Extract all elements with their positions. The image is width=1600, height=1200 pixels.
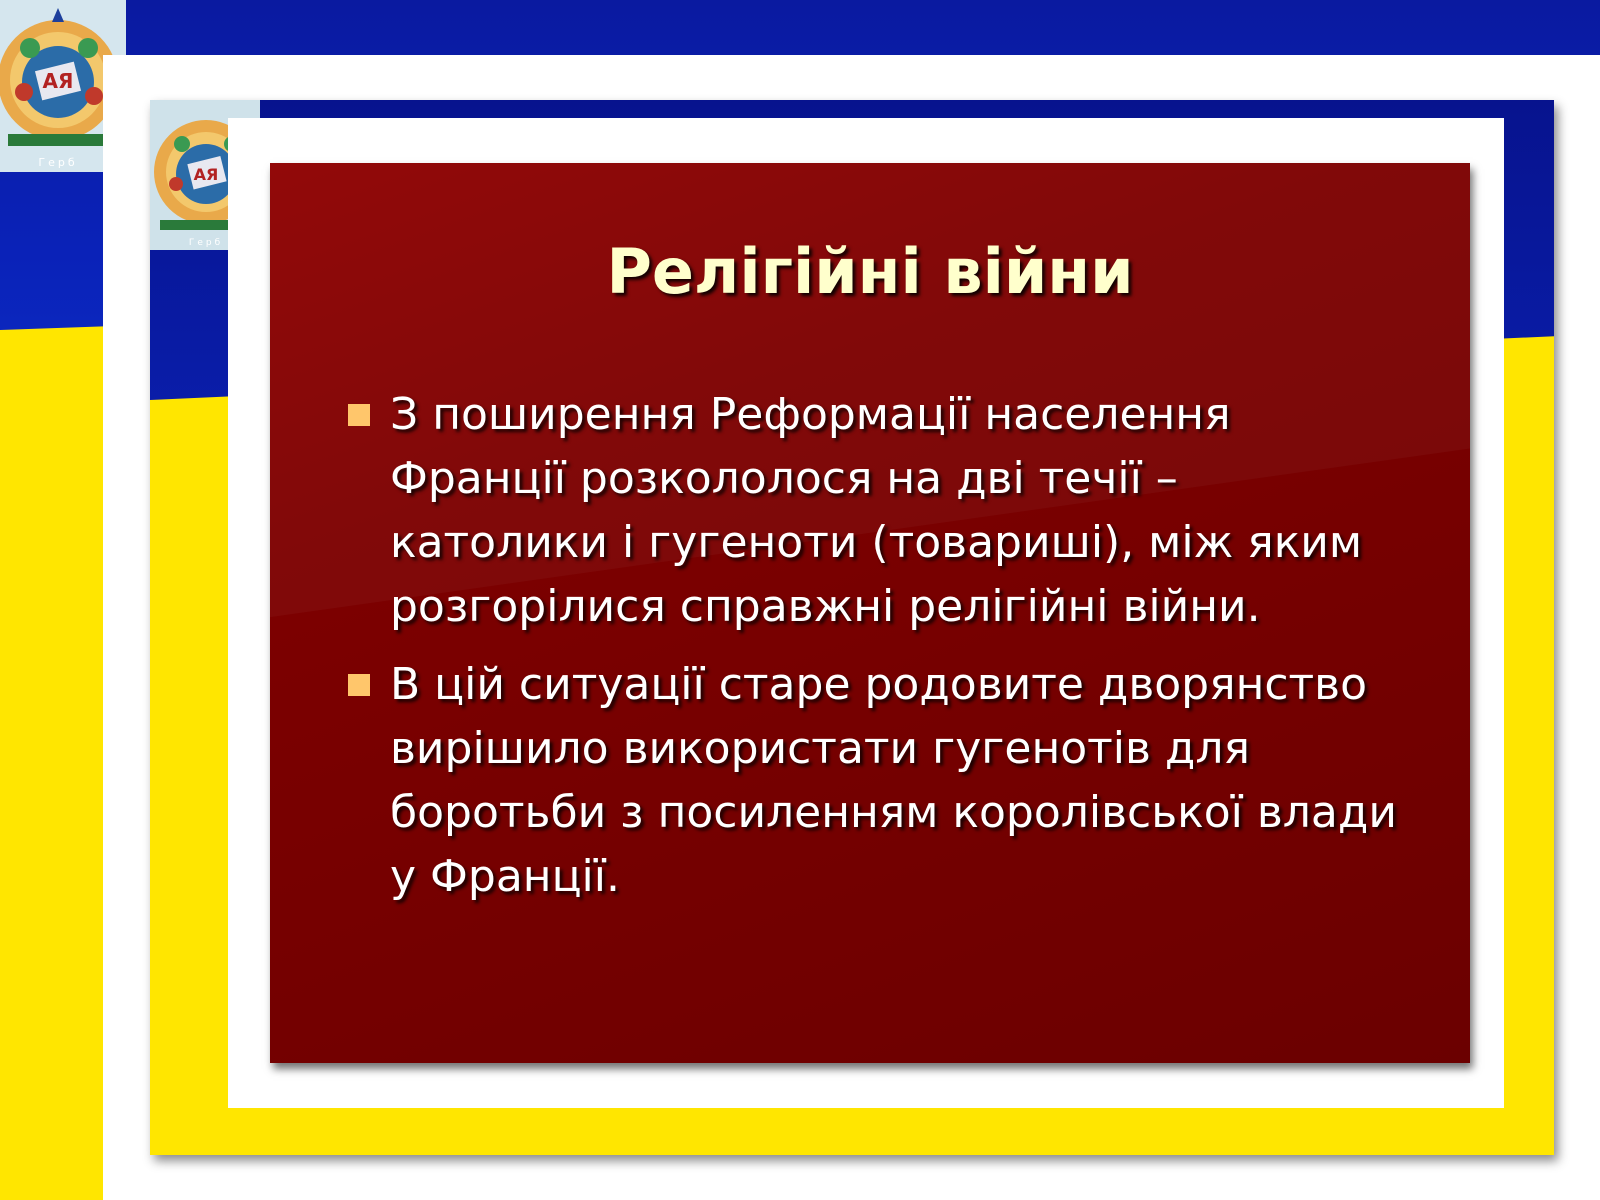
logo-monogram: АЯ [42,69,74,93]
square-bullet-icon [348,674,370,696]
square-bullet-icon [348,404,370,426]
content-box [270,163,1470,1063]
slide-title: Релігійні війни [606,235,1134,308]
bullet-text: В цій ситуації старе родовите дворянство вирішило використати гугенотів для боротьби з посиленням королівської влади у Франції. [390,659,1397,902]
bullet-text: З поширення Реформації населення Франції розкололося на дві течії – католики і гугеноти (товариші), між яким розгорілися справжні релігійні війни. [390,389,1363,632]
bullet-list [348,383,1408,923]
inner-logo-caption: Герб [188,238,224,248]
bullet-item [348,383,1408,639]
logo-caption: Герб [38,156,78,169]
inner-logo-monogram: АЯ [193,165,219,184]
bullet-item [348,653,1408,909]
